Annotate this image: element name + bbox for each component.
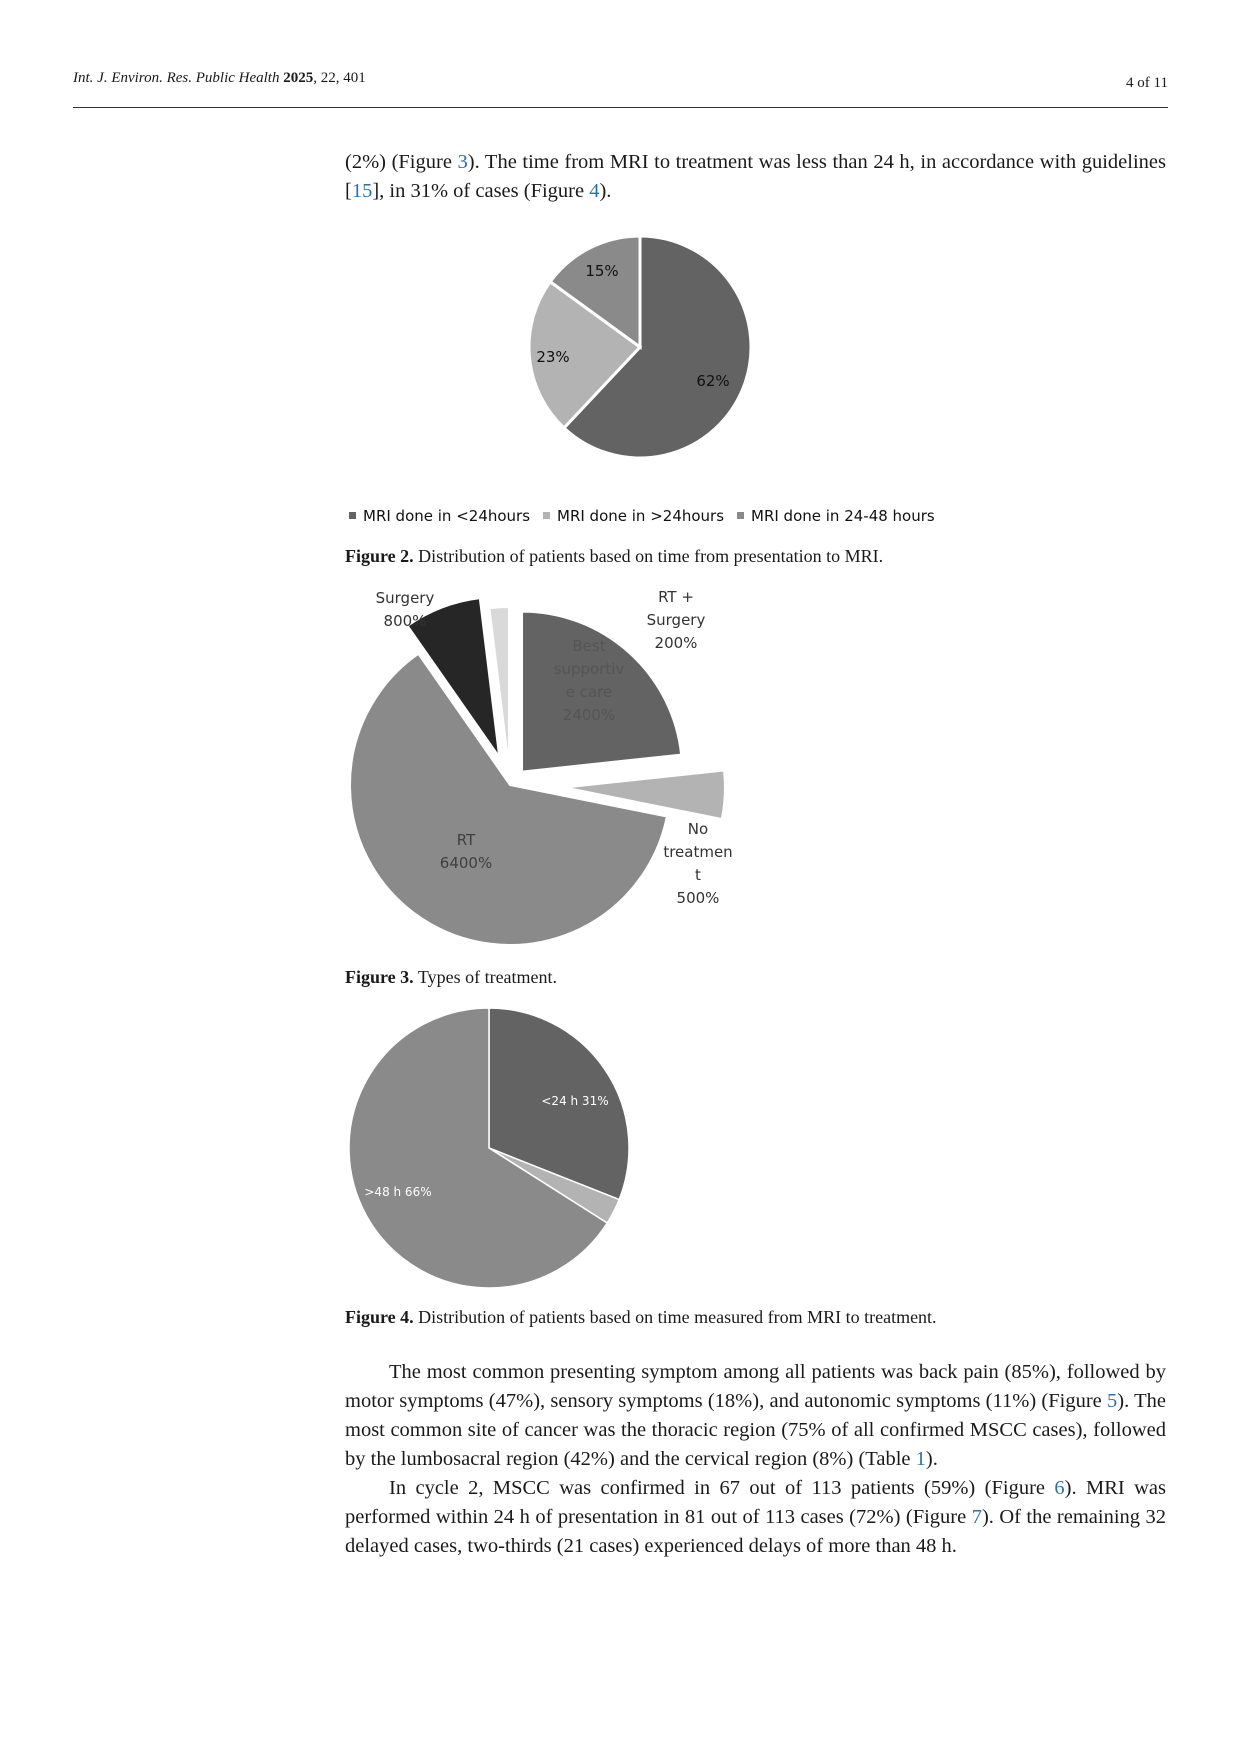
text-run: In cycle 2, MSCC was confirmed in 67 out of 113 patients (59%) (Figure — [389, 1477, 1055, 1499]
fig3-data-label-1: No treatmen t 500% — [663, 820, 733, 907]
fig3-data-label-2: RT 6400% — [439, 831, 493, 872]
figure-3-caption-text: Types of treatment. — [413, 967, 558, 987]
paragraph-bottom — [345, 1358, 1166, 1561]
figure-4-link[interactable]: 4 — [589, 180, 600, 202]
figure-2-caption — [345, 546, 883, 567]
figure-4-label: Figure 4. — [345, 1307, 414, 1327]
text-run: The most common presenting symptom among all patients was back pain (85%), followed by motor symptoms (47%), sensory symptoms (18%), and autonomic symptoms (11%) (Figure — [345, 1361, 1166, 1412]
page-number: 4 of 11 — [1126, 75, 1168, 91]
fig2-legend-swatch-2 — [737, 512, 744, 519]
fig2-data-label-0: 62% — [696, 372, 730, 390]
figure-4-caption-text: Distribution of patients based on time measured from MRI to treatment. — [413, 1307, 937, 1327]
journal-name: Int. J. Environ. Res. Public Health — [73, 70, 280, 86]
text-run: ). Of the remaining 32 delayed cases, two-thirds (21 cases) experienced delays of more than 48 h. — [345, 1506, 1166, 1557]
figure-6-link[interactable]: 6 — [1054, 1477, 1065, 1499]
text-run: ). The most common site of cancer was the thoracic region (75% of all confirmed MSCC cases), followed by the lumbosacral region (42%) and the cervical region (8%) (Table — [345, 1390, 1166, 1470]
table-1-link[interactable]: 1 — [915, 1448, 926, 1470]
figure-4-caption — [345, 1307, 937, 1328]
fig3-data-label-3: Surgery 800% — [375, 589, 435, 630]
reference-15-link[interactable]: 15 — [351, 180, 373, 202]
journal-year: 2025 — [283, 70, 314, 86]
fig2-legend-swatch-1 — [543, 512, 550, 519]
figure-3-link[interactable]: 3 — [457, 151, 468, 173]
text-run: ). — [925, 1448, 938, 1470]
text-run: ). MRI was performed within 24 h of presentation in 81 out of 113 cases (72%) (Figure — [345, 1477, 1167, 1528]
figure-3-label: Figure 3. — [345, 967, 414, 987]
fig4-data-label-2: >48 h 66% — [364, 1185, 432, 1199]
text-run: ], in 31% of cases (Figure — [372, 180, 590, 202]
volume-pages: , 22, 401 — [313, 70, 366, 86]
fig2-data-label-1: 23% — [536, 348, 570, 366]
text-run: ). — [599, 180, 612, 202]
fig2-legend-swatch-0 — [349, 512, 356, 519]
figure-5-link[interactable]: 5 — [1107, 1390, 1118, 1412]
figure-2-label: Figure 2. — [345, 546, 414, 566]
fig2-data-label-2: 15% — [585, 262, 619, 280]
fig2-legend-label-1: MRI done in >24hours — [557, 507, 725, 525]
text-run: ). The time from MRI to treatment was less than 24 h, in accordance with guidelines [ — [345, 151, 1166, 202]
fig2-legend-label-2: MRI done in 24-48 hours — [751, 507, 935, 525]
text-run: (2%) (Figure — [345, 151, 458, 173]
figure-2-caption-text: Distribution of patients based on time from presentation to MRI. — [413, 546, 884, 566]
figure-3-caption — [345, 967, 557, 988]
fig2-legend-label-0: MRI done in <24hours — [363, 507, 531, 525]
figure-7-link[interactable]: 7 — [971, 1506, 982, 1528]
fig3-data-label-4: RT + Surgery 200% — [646, 588, 706, 652]
fig4-data-label-0: <24 h 31% — [541, 1094, 609, 1108]
fig3-data-label-0: Best supportiv e care 2400% — [553, 637, 625, 724]
